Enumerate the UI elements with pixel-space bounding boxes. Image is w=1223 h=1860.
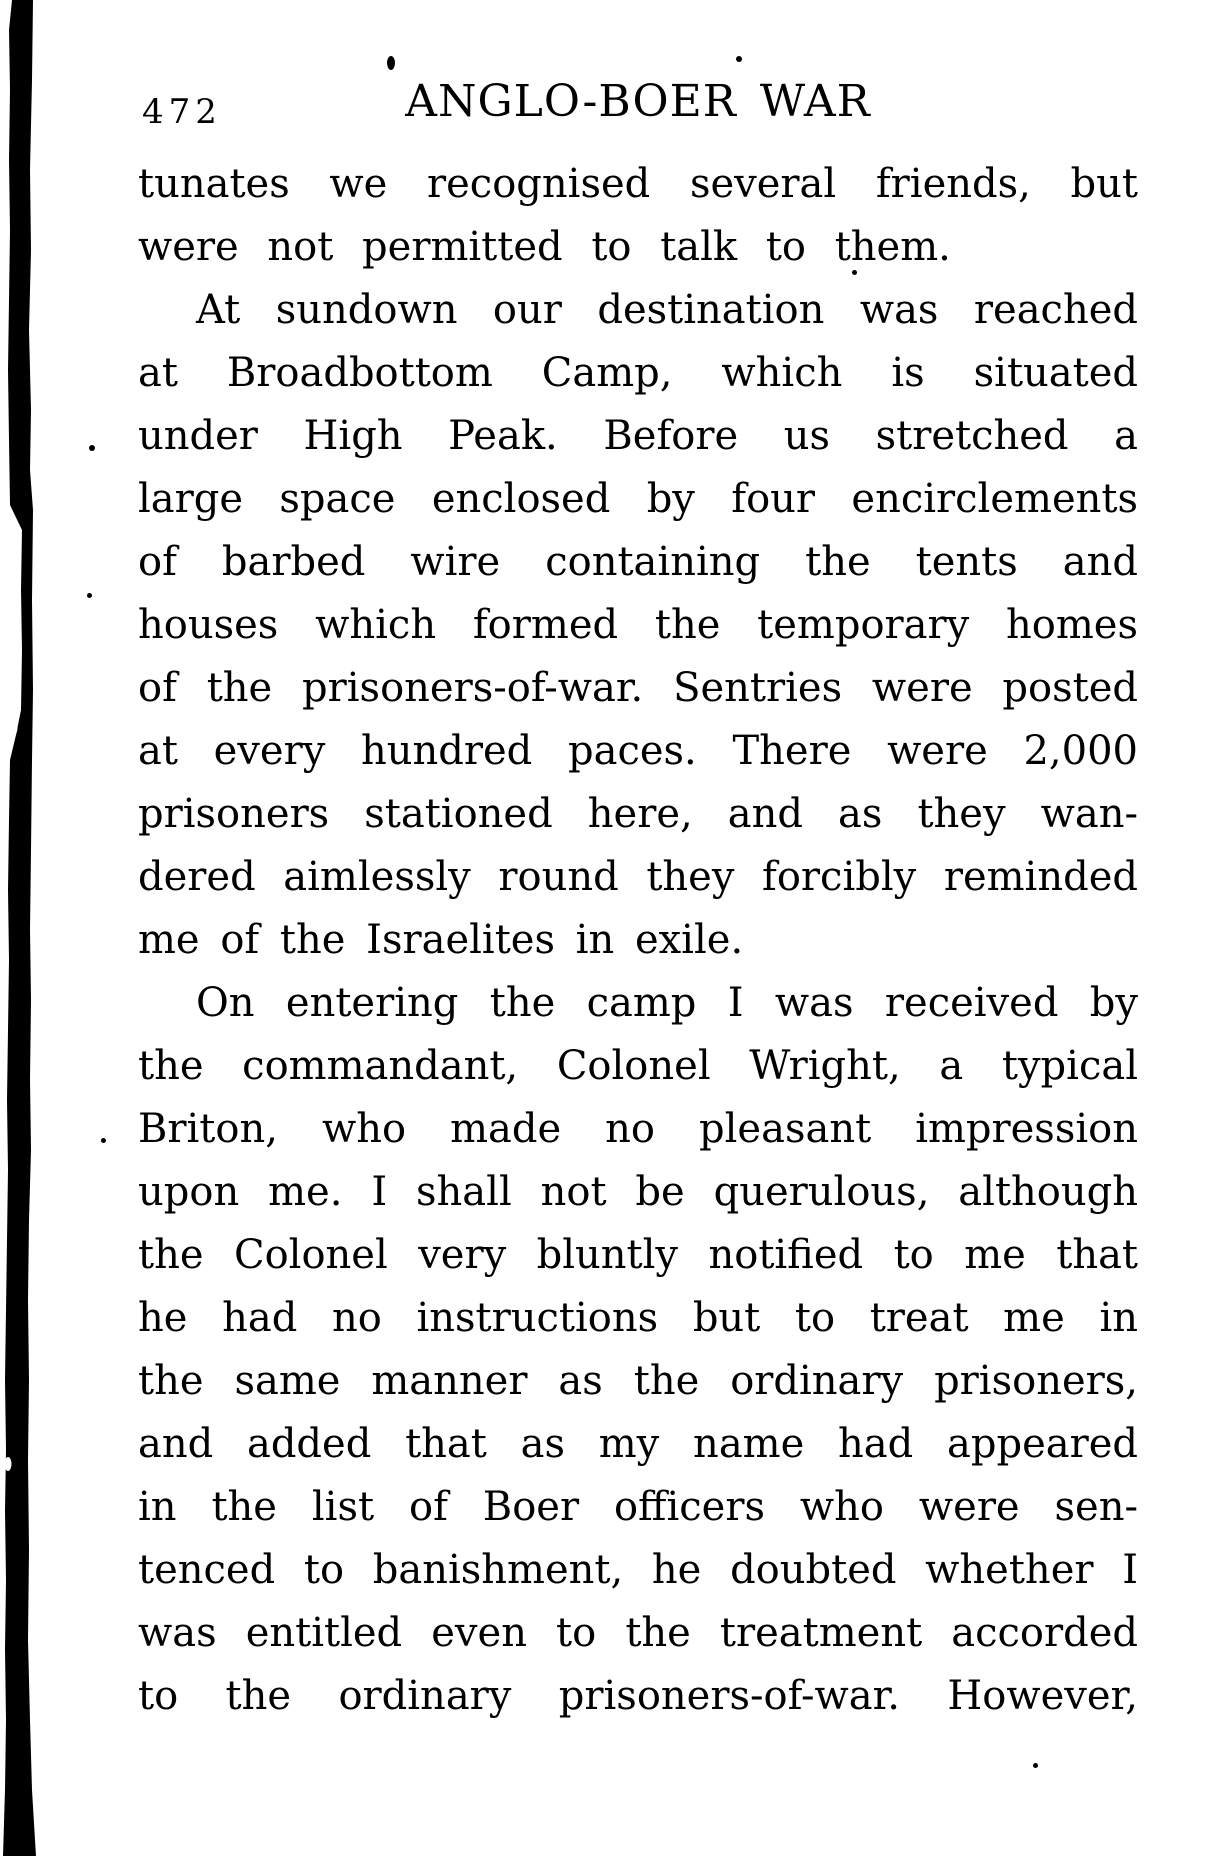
- text-line: tunates we recognised several friends, but: [138, 161, 1138, 207]
- text-line: prisoners stationed here, and as they wan-: [138, 791, 1138, 837]
- page-number: 472: [142, 92, 222, 132]
- scan-speck: [387, 56, 395, 70]
- scan-speck: [1033, 1763, 1038, 1768]
- scan-speck: [852, 270, 857, 275]
- text-line: At sundown our destination was reached: [196, 287, 1138, 333]
- text-line: me of the Israelites in exile.: [138, 917, 744, 963]
- scan-speck: [87, 593, 92, 598]
- text-line: at Broadbottom Camp, which is situated: [138, 350, 1138, 396]
- text-line: at every hundred paces. There were 2,000: [138, 728, 1138, 774]
- text-line: of barbed wire containing the tents and: [138, 539, 1138, 585]
- text-line: were not permitted to talk to them.: [138, 224, 951, 270]
- text-line: the commandant, Colonel Wright, a typical: [138, 1043, 1138, 1089]
- text-line: On entering the camp I was received by: [196, 980, 1138, 1026]
- text-line: Briton, who made no pleasant impression: [138, 1106, 1138, 1152]
- text-line: dered aimlessly round they forcibly reminded: [138, 854, 1138, 900]
- text-line: the Colonel very bluntly notified to me that: [138, 1232, 1138, 1278]
- text-line: in the list of Boer officers who were sen-: [138, 1484, 1138, 1530]
- binding-bar-shape: [0, 0, 40, 1856]
- text-line: large space enclosed by four encirclements: [138, 476, 1138, 522]
- text-line: the same manner as the ordinary prisoners,: [138, 1358, 1138, 1404]
- body-text: [138, 153, 1138, 1728]
- text-line: he had no instructions but to treat me in: [138, 1295, 1138, 1341]
- text-line: houses which formed the temporary homes: [138, 602, 1138, 648]
- binding-bar: [0, 0, 40, 1856]
- text-line: was entitled even to the treatment accorded: [138, 1610, 1138, 1656]
- scan-speck: [101, 1138, 106, 1143]
- text-line: to the ordinary prisoners-of-war. However,: [138, 1673, 1138, 1719]
- text-line: under High Peak. Before us stretched a: [138, 413, 1138, 459]
- text-line: of the prisoners-of-war. Sentries were posted: [138, 665, 1138, 711]
- text-line: upon me. I shall not be querulous, although: [138, 1169, 1138, 1215]
- running-header: ANGLO-BOER WAR: [405, 76, 871, 127]
- scan-speck: [736, 56, 742, 62]
- text-line: and added that as my name had appeared: [138, 1421, 1138, 1467]
- scan-speck: [89, 445, 95, 451]
- text-line: tenced to banishment, he doubted whether I: [138, 1547, 1138, 1593]
